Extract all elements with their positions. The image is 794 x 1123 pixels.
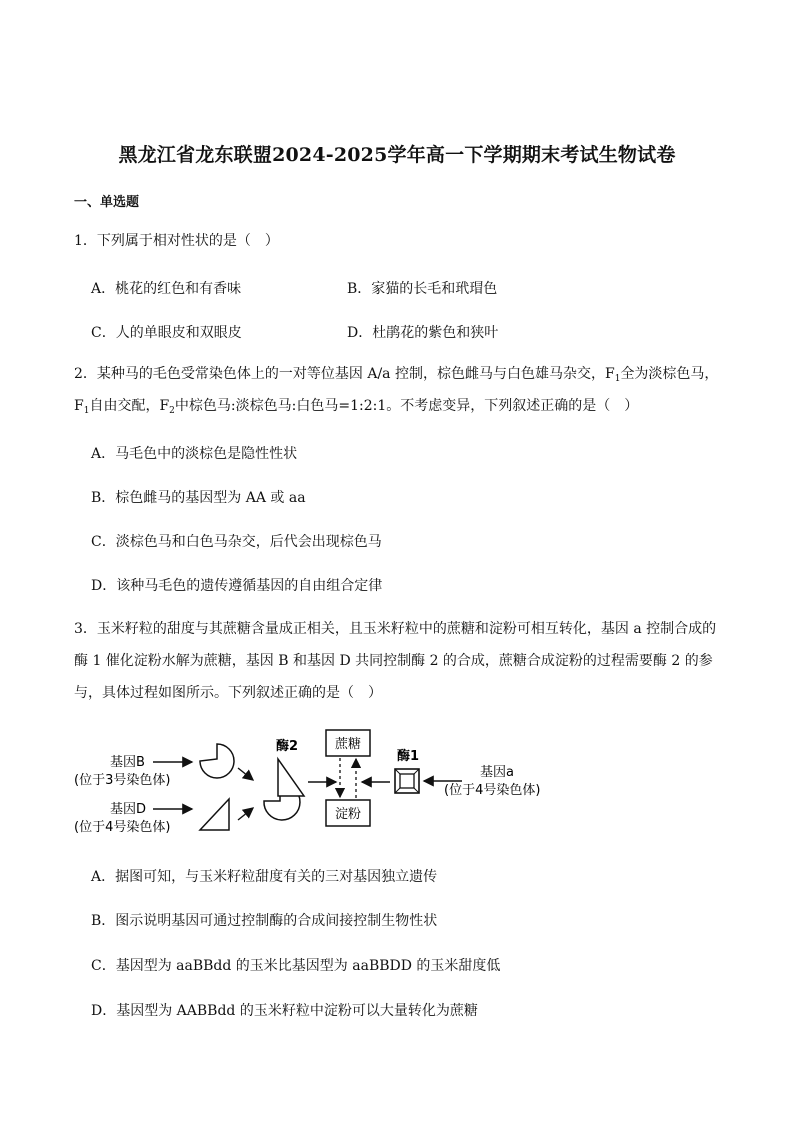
starch-label: 淀粉 [334, 807, 362, 822]
gene-b-location: (位于3号染色体) [74, 773, 171, 788]
q1-option-d[interactable]: D．杜鹃花的紫色和狭叶 [347, 325, 499, 341]
page-title: 黑龙江省龙东联盟2024-2025学年高一下学期期末考试生物试卷 [118, 144, 676, 166]
gene-b-label: 基因B [110, 755, 145, 770]
enzyme-subunit-b-shape [200, 744, 234, 778]
q2-option-a[interactable]: A．马毛色中的淡棕色是隐性性状 [91, 446, 298, 462]
gene-d-location: (位于4号染色体) [74, 820, 171, 835]
q2-option-b[interactable]: B．棕色雌马的基因型为 AA 或 aa [91, 490, 306, 506]
q2-option-c[interactable]: C．淡棕色马和白色马杂交，后代会出现棕色马 [91, 534, 382, 550]
q1-option-b[interactable]: B．家猫的长毛和玳瑁色 [347, 281, 498, 297]
q2-option-d[interactable]: D．该种马毛色的遗传遵循基因的自由组合定律 [91, 578, 383, 594]
section-heading: 一、单选题 [74, 195, 140, 210]
q3-option-a[interactable]: A．据图可知，与玉米籽粒甜度有关的三对基因独立遗传 [91, 869, 438, 885]
question-1-stem: 1．下列属于相对性状的是（ ） [74, 233, 279, 249]
sucrose-label: 蔗糖 [334, 737, 362, 752]
question-2-stem: 2．某种马的毛色受常染色体上的一对等位基因 A/a 控制，棕色雌马与白色雄马杂交，$F_1$全为淡棕色马，$F_1$自由交配，$F_2$中棕色马:淡棕色马:白色马=1:2:1。不考虑变异，下列叙述正确的是（ ） [74, 366, 719, 416]
q3-option-b[interactable]: B．图示说明基因可通过控制酶的合成间接控制生物性状 [91, 913, 438, 929]
q1-option-c[interactable]: C．人的单眼皮和双眼皮 [91, 325, 242, 341]
enzyme-2-label: 酶2 [276, 739, 299, 754]
q3-option-c[interactable]: C．基因型为 aaBBdd 的玉米比基因型为 aaBBDD 的玉米甜度低 [91, 958, 501, 974]
question-3-stem: 3．玉米籽粒的甜度与其蔗糖含量成正相关，且玉米籽粒中的蔗糖和淀粉可相互转化，基因 a 控制合成的酶 1 催化淀粉水解为蔗糖，基因 B 和基因 D 共同控制酶 2 的合成，蔗糖合成淀粉的过程需要酶 2 的参与，具体过程如图所示。下列叙述正确的是（ ） [74, 621, 717, 701]
enzyme-2-triangle-part [278, 759, 304, 796]
gene-a-label: 基因a [480, 765, 514, 780]
enzyme-1-label: 酶1 [397, 749, 420, 764]
enzyme-pathway-diagram [60, 722, 580, 840]
q3-option-d[interactable]: D．基因型为 AABBdd 的玉米籽粒中淀粉可以大量转化为蔗糖 [91, 1003, 478, 1019]
gene-d-label: 基因D [110, 802, 147, 817]
arrow-b-to-enzyme2 [238, 768, 253, 780]
q1-option-a[interactable]: A．桃花的红色和有香味 [91, 281, 242, 297]
enzyme-subunit-d-shape [200, 799, 229, 830]
gene-a-location: (位于4号染色体) [444, 783, 541, 798]
arrow-d-to-enzyme2 [238, 808, 253, 820]
